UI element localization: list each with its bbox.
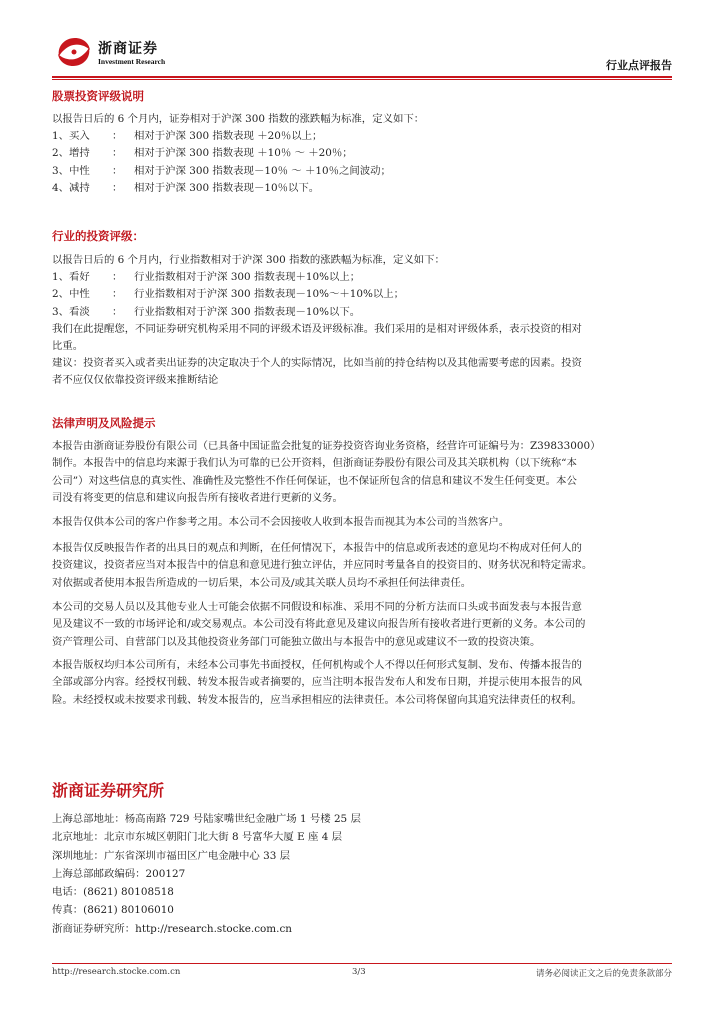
footer-divider — [52, 963, 672, 964]
industry-rating-title: 行业的投资评级： — [52, 229, 144, 243]
rating-note: 我们在此提醒您，不同证券研究机构采用不同的评级术语及评级标准。我们采用的是相对评级体系，表示投资的相对 比重。 — [52, 323, 582, 353]
logo-name: 浙商证券 — [98, 41, 158, 57]
industry-rating-list — [52, 269, 404, 321]
stock-rating-item: 1、买入 ： 相对于沪深 300 指数表现 ＋20％以上； — [52, 130, 323, 142]
legal-paragraph: 本报告版权均归本公司所有，未经本公司事先书面授权，任何机构或个人不得以任何形式复制、发布、传播本报告的 全部或部分内容。经授权刊载、转发本报告或者摘要的，应当注明本报告发布人和发布日期，并提示使用本报告的风 险。未经授权或未按要求刊载、转发本报告的，应当承担相应的法律责任。本公司将保留向其追究法律责任的权利。 — [52, 659, 582, 706]
header-divider — [52, 76, 672, 78]
legal-paragraph: 本公司的交易人员以及其他专业人士可能会依据不同假设和标准、采用不同的分析方法而口头或书面发表与本报告意 见及建议不一致的市场评论和/或交易观点。本公司没有将此意见及建议向报告所有接收者进行更新的义务。本公司的 资产管理公司、自营部门以及其他投资业务部门可能独立做出与本报告中的意见或建议不一致的投资决策。 — [52, 601, 586, 648]
address-beijing: 北京地址：北京市东城区朝阳门北大街 8 号富华大厦 E 座 4 层 — [52, 831, 342, 844]
stock-rating-list — [52, 128, 391, 198]
industry-rating-item: 1、看好 ： 行业指数相对于沪深 300 指数表现＋10%以上； — [52, 271, 361, 283]
logo-mark-icon — [55, 34, 93, 70]
legal-paragraph: 本报告由浙商证券股份有限公司（已具备中国证监会批复的证券投资咨询业务资格，经营许可证编号为：Z39833000） 制作。本报告中的信息均来源于我们认为可靠的已公开资料，但浙商证券股份有限公司及其关联机构（以下统称“本 公司”）对这些信息的真实性、准确性及完整性不作任何保证，也不保证所包含的信息和建议不发生任何变更。本公 司没有将变更的信息和建议向报告所有接收者进行更新的义务。 — [52, 440, 601, 505]
address-shanghai: 上海总部地址：杨高南路 729 号陆家嘴世纪金融广场 1 号楼 25 层 — [52, 813, 361, 825]
legal-title: 法律声明及风险提示 — [52, 416, 156, 430]
report-type: 行业点评报告 — [606, 59, 672, 72]
logo-subtitle: Investment Research — [98, 57, 166, 66]
phone: 电话：(8621) 80108518 — [52, 886, 174, 899]
footer-url[interactable]: http://research.stocke.com.cn — [52, 967, 181, 977]
stock-rating-item: 2、增持 ： 相对于沪深 300 指数表现 ＋10％ ～ ＋20％； — [52, 147, 353, 160]
stock-rating-item: 3、中性 ： 相对于沪深 300 指数表现－10％ ～ ＋10％之间波动； — [52, 164, 391, 177]
industry-rating-intro: 以报告日后的 6 个月内，行业指数相对于沪深 300 指数的涨跌幅为标准，定义如下： — [52, 254, 445, 266]
stock-rating-title: 股票投资评级说明 — [52, 89, 144, 103]
header-divider-thin — [52, 79, 672, 80]
page-number: 3/3 — [352, 967, 366, 977]
legal-paragraph: 本报告仅供本公司的客户作参考之用。本公司不会因接收人收到本报告而视其为本公司的当然客户。 — [52, 516, 510, 528]
legal-paragraph: 本报告仅反映报告作者的出具日的观点和判断，在任何情况下，本报告中的信息或所表述的意见均不构成对任何人的 投资建议，投资者应当对本报告中的信息和意见进行独立评估，并应同时考量各自的投资目的、财务状况和特定需求。 对依据或者使用本报告所造成的一切后果，本公司及/或其关联人员均不承担任何法律责任。 — [52, 542, 593, 589]
website[interactable]: 浙商证券研究所：http://research.stocke.com.cn — [52, 922, 292, 935]
industry-rating-item: 2、中性 ： 行业指数相对于沪深 300 指数表现－10%～＋10%以上； — [52, 288, 405, 301]
company-name: 浙商证券研究所 — [52, 781, 165, 800]
footer-notice: 请务必阅读正文之后的免责条款部分 — [535, 969, 672, 979]
industry-rating-item: 3、看淡 ： 行业指数相对于沪深 300 指数表现－10%以下。 — [52, 305, 361, 318]
stock-rating-intro: 以报告日后的 6 个月内，证券相对于沪深 300 指数的涨跌幅为标准，定义如下： — [52, 113, 425, 125]
postal-code: 上海总部邮政编码：200127 — [52, 867, 186, 880]
contact-info — [52, 810, 361, 938]
fax: 传真：(8621) 80106010 — [52, 904, 174, 917]
rating-advice: 建议：投资者买入或者卖出证券的决定取决于个人的实际情况，比如当前的持仓结构以及其他需要考虑的因素。投资 者不应仅仅依靠投资评级来推断结论 — [52, 357, 582, 387]
stock-rating-item: 4、减持 ： 相对于沪深 300 指数表现－10％以下。 — [52, 182, 320, 195]
address-shenzhen: 深圳地址：广东省深圳市福田区广电金融中心 33 层 — [52, 849, 291, 862]
